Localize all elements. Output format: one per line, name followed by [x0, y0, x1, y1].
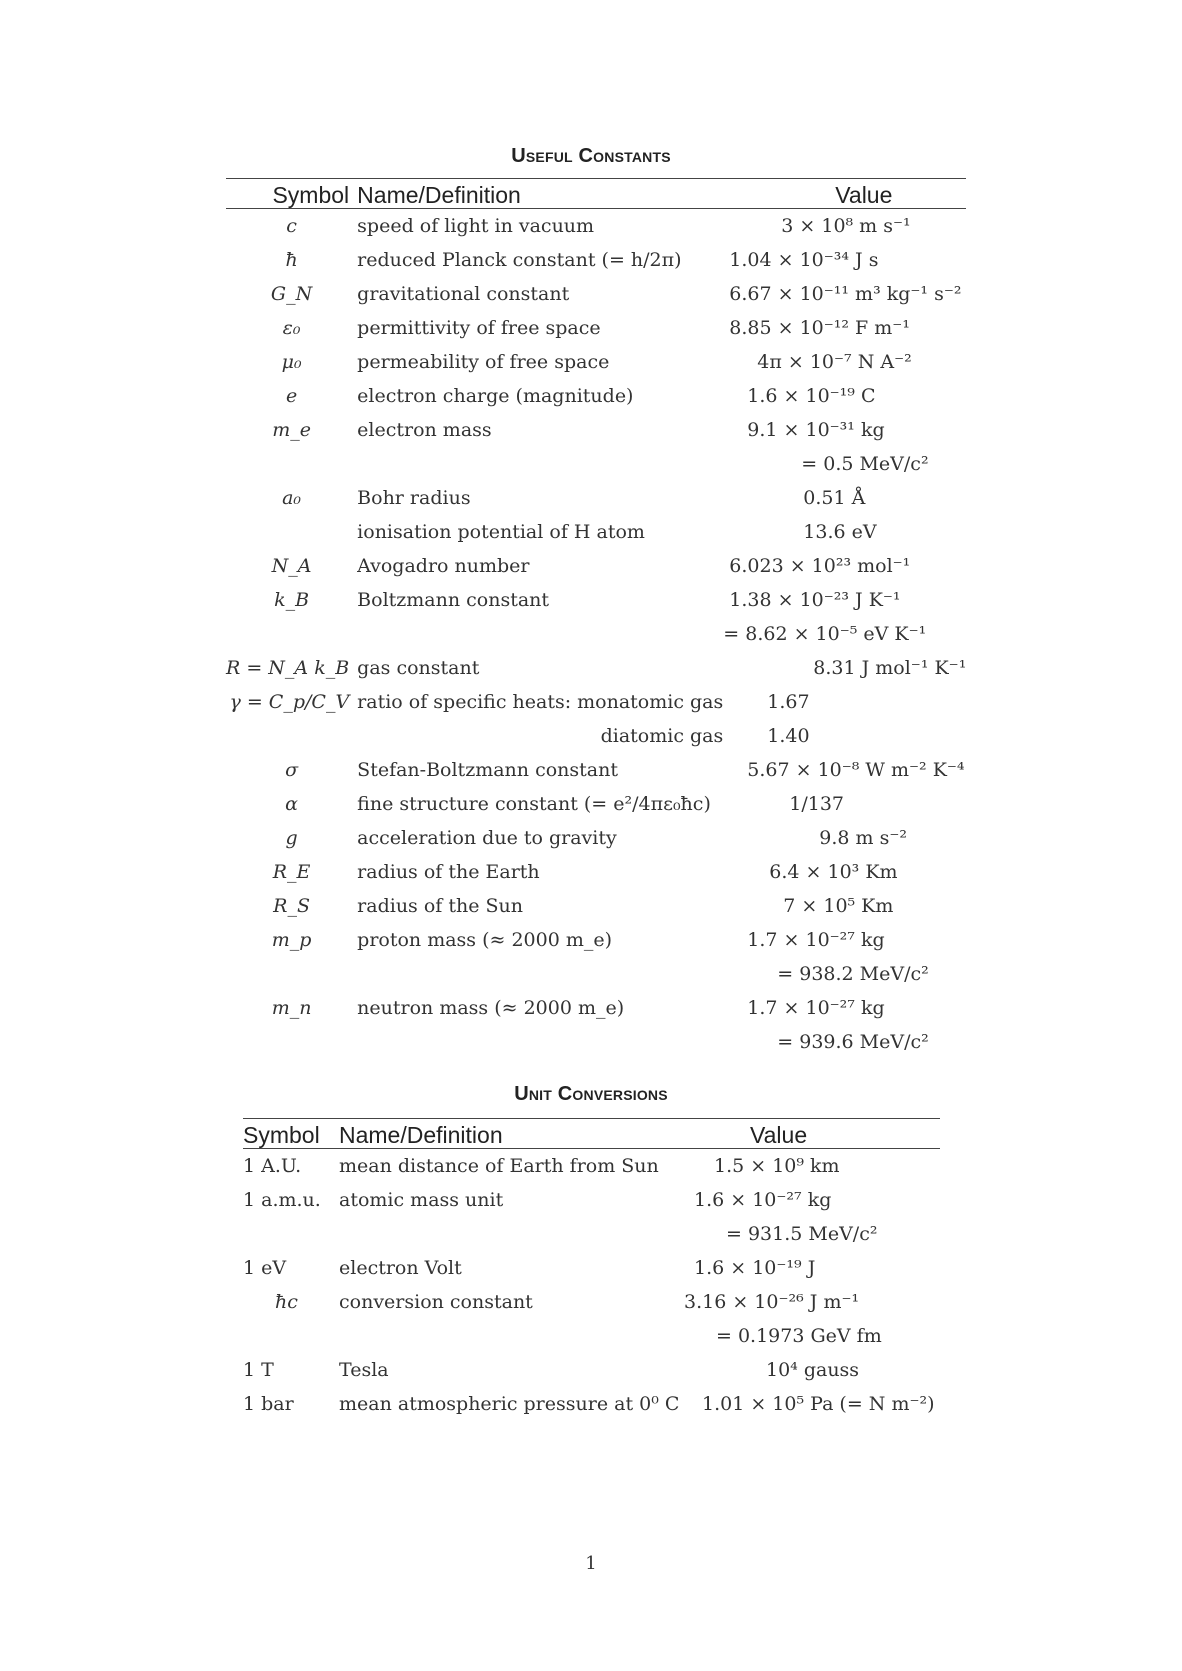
constant-value: = 0.5 MeV/c² — [801, 453, 929, 475]
table-row — [226, 617, 966, 651]
table-row — [226, 889, 966, 923]
conversion-symbol: ħc — [275, 1291, 298, 1313]
table-row — [226, 855, 966, 889]
conversion-symbol: 1 eV — [243, 1257, 287, 1279]
constant-name: neutron mass (≈ 2000 m_e) — [357, 997, 625, 1019]
constant-name: permittivity of free space — [357, 317, 601, 339]
conversion-name: mean atmospheric pressure at 0⁰ C — [339, 1393, 680, 1415]
constant-value: 1.38 × 10⁻²³ J K⁻¹ — [729, 589, 901, 611]
table-row — [226, 957, 966, 991]
constant-value: 8.31 J mol⁻¹ K⁻¹ — [813, 657, 967, 679]
table-row — [226, 413, 966, 447]
constant-symbol: α — [285, 793, 298, 815]
constant-symbol — [226, 515, 357, 549]
constant-name: radius of the Earth — [357, 861, 540, 883]
conversions-header-name: Name/Definition — [339, 1119, 684, 1149]
conversion-name: electron Volt — [339, 1257, 462, 1279]
constant-symbol: R_S — [273, 895, 310, 917]
constants-header-symbol: Symbol — [226, 179, 357, 209]
table-row — [226, 379, 966, 413]
constant-symbol: R_E — [272, 861, 311, 883]
table-row — [226, 447, 966, 481]
constant-name: electron charge (magnitude) — [357, 385, 634, 407]
constant-value: 6.4 × 10³ Km — [769, 861, 898, 883]
constant-name: Boltzmann constant — [357, 589, 550, 611]
table-row — [226, 583, 966, 617]
constant-name: acceleration due to gravity — [357, 827, 617, 849]
constant-value: = 939.6 MeV/c² — [777, 1031, 929, 1053]
constant-value: 5.67 × 10⁻⁸ W m⁻² K⁻⁴ — [747, 759, 965, 781]
constant-name: Stefan-Boltzmann constant — [357, 759, 618, 781]
conversion-symbol: 1 bar — [243, 1393, 294, 1415]
constants-header-row — [226, 179, 966, 209]
constant-symbol: m_e — [272, 419, 311, 441]
table-row — [226, 753, 966, 787]
conversion-symbol: 1 T — [243, 1359, 274, 1381]
conversions-header-row — [243, 1119, 940, 1149]
conversion-value: 1.5 × 10⁹ km — [714, 1155, 840, 1177]
conversions-table — [243, 1118, 940, 1421]
constant-value: 9.8 m s⁻² — [819, 827, 907, 849]
constant-name: Avogadro number — [357, 555, 530, 577]
page-number: 1 — [585, 1553, 597, 1574]
conversion-value: 1.6 × 10⁻¹⁹ J — [694, 1257, 816, 1279]
constant-name: gravitational constant — [357, 283, 570, 305]
constants-header-name: Name/Definition — [357, 179, 723, 209]
constant-name: ionisation potential of H atom — [357, 521, 645, 543]
table-row — [226, 787, 966, 821]
constant-symbol: N_A — [271, 555, 312, 577]
constant-value: 1.6 × 10⁻¹⁹ C — [747, 385, 876, 407]
constant-symbol — [226, 719, 357, 753]
table-row — [226, 719, 966, 753]
constant-symbol: ħ — [285, 249, 298, 271]
table-row — [226, 685, 966, 719]
constant-symbol: m_n — [271, 997, 312, 1019]
conversion-symbol — [243, 1217, 339, 1251]
constant-symbol — [226, 957, 357, 991]
conversion-value: 3.16 × 10⁻²⁶ J m⁻¹ — [684, 1291, 860, 1313]
constant-symbol: e — [285, 385, 298, 407]
table-row — [243, 1319, 940, 1353]
constants-table — [226, 178, 966, 1059]
constant-value: 3 × 10⁸ m s⁻¹ — [781, 215, 911, 237]
constant-symbol: m_p — [271, 929, 312, 951]
constant-name: proton mass (≈ 2000 m_e) — [357, 929, 613, 951]
table-row — [226, 243, 966, 277]
table-row — [226, 821, 966, 855]
table-row — [243, 1387, 940, 1421]
constant-symbol: g — [285, 827, 298, 849]
constants-header-value: Value — [723, 179, 966, 209]
table-row — [243, 1183, 940, 1217]
conversion-value: 10⁴ gauss — [766, 1359, 860, 1381]
table-row — [243, 1353, 940, 1387]
constant-value: 8.85 × 10⁻¹² F m⁻¹ — [729, 317, 910, 339]
table-row — [226, 209, 966, 244]
constant-symbol: c — [286, 215, 297, 237]
constant-name — [357, 1025, 723, 1059]
conversion-symbol: 1 A.U. — [243, 1155, 302, 1177]
conversion-value: = 0.1973 GeV fm — [716, 1325, 882, 1347]
constant-symbol: γ = C_p/C_V — [229, 691, 350, 713]
table-row — [226, 277, 966, 311]
constant-symbol: μ₀ — [281, 351, 302, 373]
constant-name: electron mass — [357, 419, 492, 441]
constant-name: fine structure constant (= e²/4πε₀ħc) — [357, 793, 711, 815]
constant-value: 4π × 10⁻⁷ N A⁻² — [757, 351, 912, 373]
constant-symbol: σ — [285, 759, 299, 781]
table-row — [226, 345, 966, 379]
conversion-symbol: 1 a.m.u. — [243, 1189, 321, 1211]
constant-name — [357, 447, 723, 481]
conversion-name: Tesla — [339, 1359, 389, 1381]
constant-symbol: G_N — [270, 283, 313, 305]
table-row — [226, 481, 966, 515]
table-row — [226, 549, 966, 583]
conversion-value: 1.01 × 10⁵ Pa (= N m⁻²) — [702, 1393, 935, 1415]
constant-value: 6.023 × 10²³ mol⁻¹ — [729, 555, 911, 577]
constant-symbol — [226, 617, 357, 651]
constant-name: gas constant — [357, 657, 480, 679]
constant-value: = 8.62 × 10⁻⁵ eV K⁻¹ — [723, 623, 927, 645]
conversions-header-symbol: Symbol — [243, 1119, 339, 1149]
constant-name — [357, 617, 723, 651]
constant-value: 7 × 10⁵ Km — [783, 895, 894, 917]
conversion-value: 1.6 × 10⁻²⁷ kg — [694, 1189, 832, 1211]
conversions-title: Unit Conversions — [514, 1083, 668, 1105]
constant-symbol: ε₀ — [282, 317, 301, 339]
constant-name: permeability of free space — [357, 351, 610, 373]
constant-value: 1.04 × 10⁻³⁴ J s — [729, 249, 879, 271]
constant-value: 1.40 — [767, 725, 810, 747]
constant-symbol: a₀ — [282, 487, 302, 509]
constant-value: = 938.2 MeV/c² — [777, 963, 929, 985]
constant-name — [357, 957, 723, 991]
conversion-name: mean distance of Earth from Sun — [339, 1155, 659, 1177]
table-row — [243, 1285, 940, 1319]
constant-symbol — [226, 447, 357, 481]
constant-value: 13.6 eV — [803, 521, 877, 543]
table-row — [226, 651, 966, 685]
constant-name: speed of light in vacuum — [357, 215, 595, 237]
conversions-header-value: Value — [684, 1119, 940, 1149]
constant-value: 1/137 — [789, 793, 845, 815]
table-row — [226, 311, 966, 345]
constant-value: 0.51 Å — [803, 487, 866, 509]
table-row — [226, 1025, 966, 1059]
conversion-name — [339, 1319, 684, 1353]
conversion-name: conversion constant — [339, 1291, 533, 1313]
conversion-name — [339, 1217, 684, 1251]
constant-name: Bohr radius — [357, 487, 471, 509]
constant-symbol: k_B — [274, 589, 310, 611]
constant-value: 1.7 × 10⁻²⁷ kg — [747, 929, 885, 951]
table-row — [243, 1149, 940, 1184]
constants-title: Useful Constants — [511, 145, 671, 167]
constant-name: radius of the Sun — [357, 895, 524, 917]
constant-name: diatomic gas — [600, 725, 724, 747]
constant-value: 9.1 × 10⁻³¹ kg — [747, 419, 885, 441]
constant-value: 1.67 — [767, 691, 810, 713]
constant-name: reduced Planck constant (= h/2π) — [357, 249, 682, 271]
constant-value: 1.7 × 10⁻²⁷ kg — [747, 997, 885, 1019]
conversion-name: atomic mass unit — [339, 1189, 504, 1211]
table-row — [226, 515, 966, 549]
table-row — [243, 1217, 940, 1251]
table-row — [226, 923, 966, 957]
constant-name: ratio of specific heats: monatomic gas — [357, 691, 724, 713]
conversion-value: = 931.5 MeV/c² — [726, 1223, 878, 1245]
constant-symbol: R = N_A k_B — [226, 657, 350, 679]
constant-value: 6.67 × 10⁻¹¹ m³ kg⁻¹ s⁻² — [729, 283, 962, 305]
table-row — [243, 1251, 940, 1285]
table-row — [226, 991, 966, 1025]
constant-symbol — [226, 1025, 357, 1059]
conversion-symbol — [243, 1319, 339, 1353]
